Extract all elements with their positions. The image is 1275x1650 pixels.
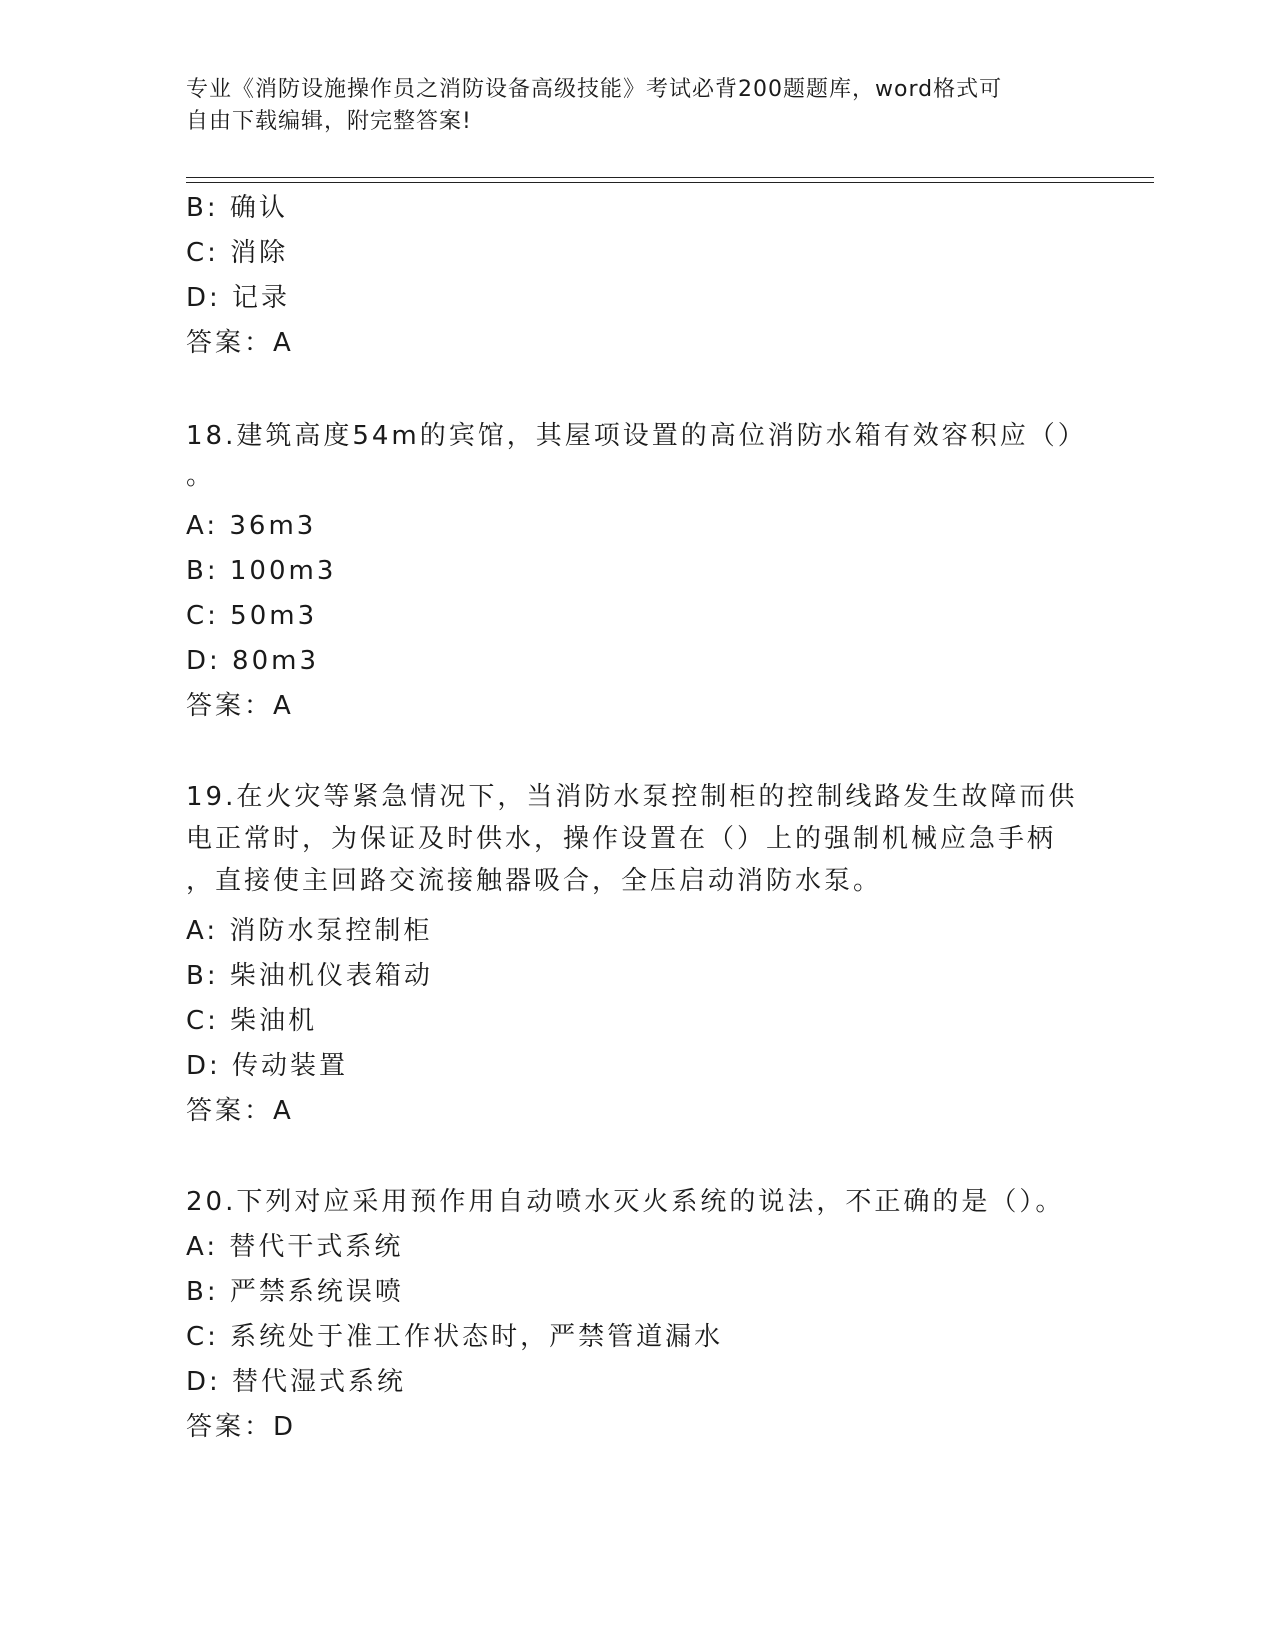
header-line-1: 专业《消防设施操作员之消防设备高级技能》考试必背200题题库，word格式可 [186,77,1003,102]
q18-stem-line-2: 。 [186,461,216,491]
q20-option-c: C: 系统处于准工作状态时，严禁管道漏水 [186,1322,724,1352]
q17-option-b: B: 确认 [186,193,288,223]
q18-answer: 答案：A [186,691,294,721]
q20-stem-line-1: 20.下列对应采用预作用自动喷水灭火系统的说法，不正确的是（）。 [186,1187,1065,1217]
header-rule-top [186,177,1154,178]
q18-stem-line-1: 18.建筑高度54m的宾馆，其屋项设置的高位消防水箱有效容积应（） [186,421,1087,451]
q20-option-b: B: 严禁系统误喷 [186,1277,404,1307]
header-rule-bottom [186,182,1154,183]
q20-answer: 答案：D [186,1412,297,1442]
q19-option-a: A: 消防水泵控制柜 [186,916,433,946]
q17-answer: 答案：A [186,328,294,358]
q18-option-c: C: 50m3 [186,601,318,631]
q18-option-b: B: 100m3 [186,556,337,586]
q19-option-c: C: 柴油机 [186,1006,318,1036]
page-header [186,74,1066,138]
header-line-2: 自由下载编辑，附完整答案! [186,109,472,134]
q18-option-a: A: 36m3 [186,511,317,541]
q19-stem-line-3: ，直接使主回路交流接触器吸合，全压启动消防水泵。 [186,866,883,896]
q20-option-d: D: 替代湿式系统 [186,1367,407,1397]
q17-option-c: C: 消除 [186,238,289,268]
q18-option-d: D: 80m3 [186,646,319,676]
q17-option-d: D: 记录 [186,283,291,313]
q19-answer: 答案：A [186,1096,294,1126]
q20-option-a: A: 替代干式系统 [186,1232,404,1262]
q19-stem-line-2: 电正常时，为保证及时供水，操作设置在（）上的强制机械应急手柄 [186,824,1057,854]
q19-option-d: D: 传动装置 [186,1051,349,1081]
q19-option-b: B: 柴油机仪表箱动 [186,961,433,991]
q19-stem-line-1: 19.在火灾等紧急情况下，当消防水泵控制柜的控制线路发生故障而供 [186,782,1078,812]
